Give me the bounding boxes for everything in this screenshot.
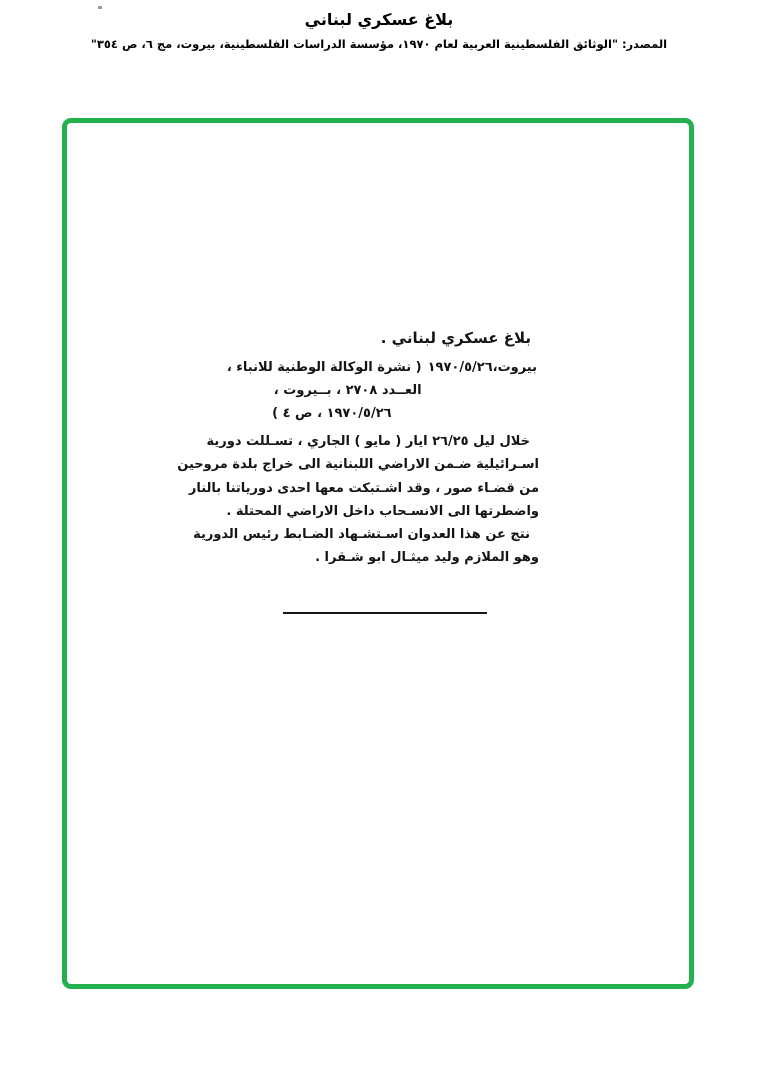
- document-citation: [227, 356, 422, 425]
- document-frame: [62, 118, 694, 989]
- body-line: من قضـاء صور ، وقد اشـتبكت معها احدى دورياتنا بالنار: [188, 480, 539, 496]
- document-meta-row: [221, 356, 539, 425]
- document-body: [177, 430, 539, 570]
- page-title: بلاغ عسكري لبناني: [304, 10, 454, 29]
- separator-line: [283, 612, 487, 614]
- citation-line: العــدد ٢٧٠٨ ، بــيروت ،: [273, 383, 422, 398]
- page-source-line: المصدر: "الوثائق الفلسطينية العربية لعام ١٩٧٠، مؤسسة الدراسات الفلسطينية، بيروت، مج ٦، ص ٣٥٤": [90, 37, 668, 51]
- body-line: نتج عن هذا العدوان اسـتشـهاد الضـابط رئيس الدورية: [193, 527, 530, 543]
- document-content: [177, 328, 539, 614]
- citation-line: ١٩٧٠/٥/٢٦ ، ص ٤ ): [272, 406, 392, 421]
- document-dateline: بيروت،١٩٧٠/٥/٢٦: [427, 360, 537, 375]
- citation-line: ( نشرة الوكالة الوطنية للانباء ،: [226, 360, 422, 375]
- body-line: اسـرائيلية ضـمن الاراضي اللبنانية الى خراج بلدة مروحين: [177, 457, 539, 473]
- body-line: واضطرتها الى الانسـحاب داخل الاراضي المحتلة .: [226, 503, 539, 519]
- body-line: وهو الملازم وليد ميثـال ابو شـقرا .: [315, 550, 539, 566]
- document-title: بلاغ عسكري لبناني .: [380, 329, 531, 347]
- body-line: خلال ليل ٢٦/٢٥ ايار ( مايو ) الجاري ، تسـللت دورية: [206, 434, 530, 449]
- page-header: [0, 0, 758, 52]
- scan-artifact-dot: [98, 6, 102, 9]
